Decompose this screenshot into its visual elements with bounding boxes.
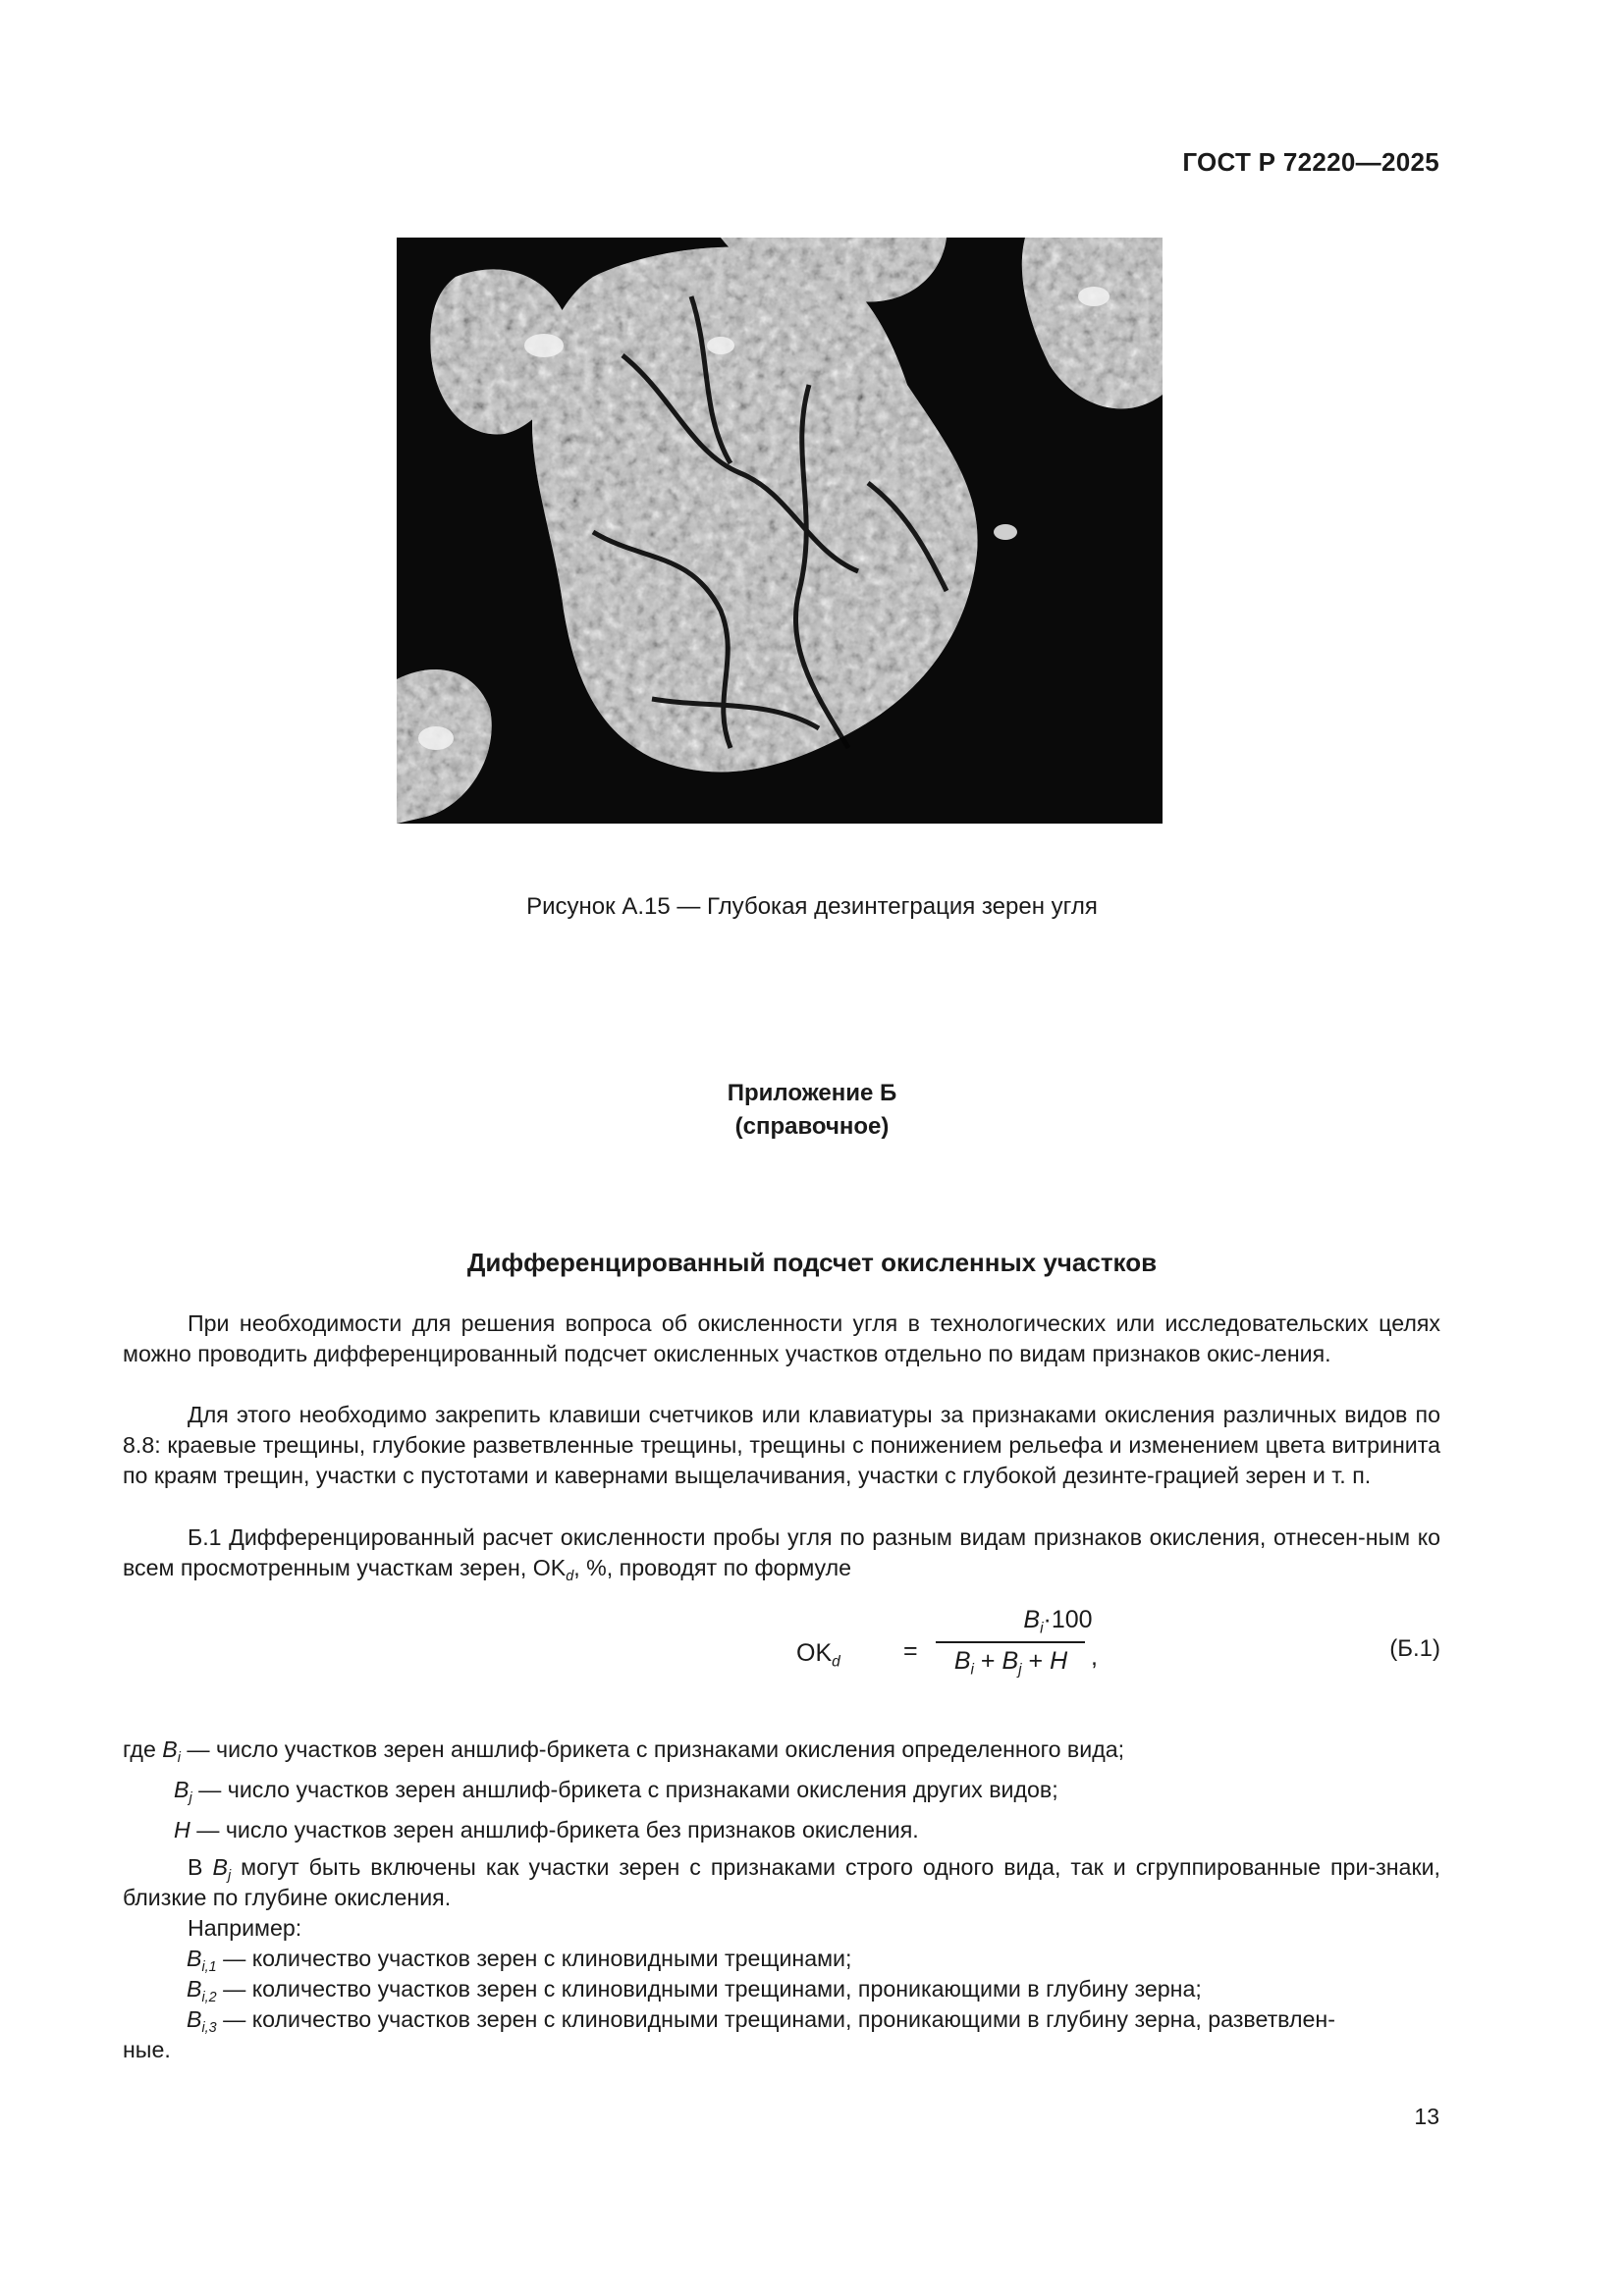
formula-comma: , xyxy=(1091,1643,1098,1671)
formula-number: (Б.1) xyxy=(1389,1635,1440,1662)
paragraph-3-text: Б.1 Дифференцированный расчет окисленности пробы угля по разным видам признаков окисления, отнесен-ным ко всем просмотренным участкам зерен, OK xyxy=(123,1524,1440,1580)
figure-photo xyxy=(397,238,1163,824)
paragraph-4: В $B_j$ могут быть включены как участки зерен с признаками строго одного вида, так и сгруппированные при-знаки, близкие по глубине окисления. xyxy=(123,1854,1440,1910)
example-item-2: $B_{i,2}$ — количество участков зерен с клиновидными трещинами, проникающими в глубину зерна; xyxy=(187,1976,1202,2006)
formula-block xyxy=(123,1602,1440,1681)
appendix-heading xyxy=(0,1077,1624,1144)
example-item-1: $B_{i,1}$ — количество участков зерен с клиновидными трещинами; xyxy=(187,1946,852,1976)
paragraph-3-text-end: , %, проводят по формуле xyxy=(573,1555,852,1580)
example-item-3-continuation: ные. xyxy=(123,2037,171,2062)
formula-equals: = xyxy=(903,1637,918,1665)
where-item-h: H — число участков зерен аншлиф-брикета без признаков окисления. xyxy=(174,1817,919,1842)
appendix-subtitle: (справочное) xyxy=(734,1113,890,1140)
paragraph-3-subscript: d xyxy=(566,1569,574,1585)
formula-denominator: $B_i + B_j + H$ xyxy=(953,1647,1068,1679)
figure-caption: Рисунок А.15 — Глубокая дезинтеграция зерен угля xyxy=(526,893,1098,920)
micrograph-image xyxy=(397,238,1163,824)
example-item-3: $B_{i,3}$ — количество участков зерен с клиновидными трещинами, проникающими в глубину зерна, разветвлен- xyxy=(187,2006,1335,2037)
paragraph-1: При необходимости для решения вопроса об окисленности угля в технологических или исследовательских целях можно проводить дифференцированный подсчет окисленных участков отдельно по видам признаков окис-ления. xyxy=(123,1310,1440,1366)
section-title: Дифференцированный подсчет окисленных участков xyxy=(466,1248,1158,1277)
paragraph-3 xyxy=(123,1522,1440,1583)
paragraph-example: Например: xyxy=(188,1915,302,1941)
formula-lhs: $OK_d$ xyxy=(796,1639,840,1671)
appendix-title: Приложение Б xyxy=(727,1080,897,1106)
where-item-bi: где $B_i$ — число участков зерен аншлиф-брикета с признаками окисления определенного вида; xyxy=(123,1736,1125,1767)
paragraph-2: Для этого необходимо закрепить клавиши счетчиков или клавиатуры за признаками окисления различных видов по 8.8: краевые трещины, глубокие разветвленные трещины, трещины с понижением рельефа и изменением цвета витринита по краям трещин, участки с пустотами и кавернами выщелачивания, участки с глубокой дезинте-грацией зерен и т. п. xyxy=(123,1402,1440,1488)
fraction-bar xyxy=(936,1641,1085,1643)
where-item-bj: $B_j$ — число участков зерен аншлиф-брикета с признаками окисления других видов; xyxy=(174,1777,1058,1807)
document-code: ГОСТ Р 72220—2025 xyxy=(1182,147,1439,177)
formula-numerator: $B_i\cdot 100$ xyxy=(1023,1606,1093,1637)
page-number: 13 xyxy=(1414,2104,1439,2129)
